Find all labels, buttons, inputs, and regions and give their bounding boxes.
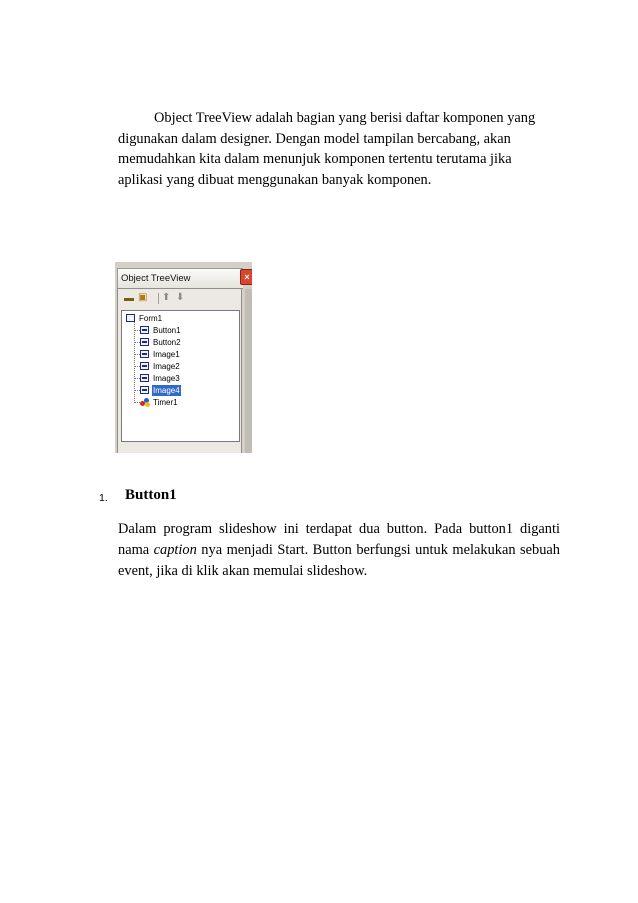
intro-paragraph [118,108,558,190]
tree-item-label: Button1 [153,326,181,335]
tree-item-label: Image1 [153,350,180,359]
folder-icon[interactable]: ▬ [124,293,134,304]
close-icon[interactable]: × [240,269,252,285]
image-icon [140,374,149,382]
folder-new-icon[interactable]: ▣ [138,292,148,303]
section-heading: Button1 [125,487,177,503]
image-icon [140,350,149,358]
form-icon [126,314,135,322]
tree-item-label-selected: Image4 [153,386,180,395]
section-text: Dalam program slideshow ini terdapat dua button. Pada button1 diganti nama [118,521,560,558]
object-treeview-screenshot [115,262,252,453]
tree-item-label: Button2 [153,338,181,347]
tree-item-label: Image2 [153,362,180,371]
arrow-down-icon[interactable]: ⬇ [176,292,185,303]
button-icon [140,326,149,334]
arrow-up-icon[interactable]: ⬆ [162,292,171,303]
tree-item-label: Form1 [139,314,163,323]
image-icon [140,362,149,370]
button-icon [140,338,149,346]
image-icon [140,386,149,394]
treeview-title: Object TreeView [117,268,243,289]
list-number: 1. [99,492,108,504]
treeview-panel [117,288,242,453]
tree-item-label: Timer1 [153,398,178,407]
component-tree [121,310,240,442]
section-italic-text: caption [153,541,197,558]
window-edge [245,289,252,453]
toolbar-divider [158,293,159,304]
timer-icon [140,398,150,407]
tree-item-label: Image3 [153,374,180,383]
intro-text: Object TreeView adalah bagian yang berisi daftar komponen yang digunakan dalam designer. Dengan model tampilan bercabang, akan memudahkan kita dalam menunjuk komponen tertentu terutama jika aplikasi yang dibuat menggunakan banyak komponen. [118,110,536,188]
section-text: nya menjadi Start. Button berfungsi untuk melakukan sebuah event, jika di klik akan memulai slideshow. [118,541,560,579]
section-paragraph [118,519,560,581]
